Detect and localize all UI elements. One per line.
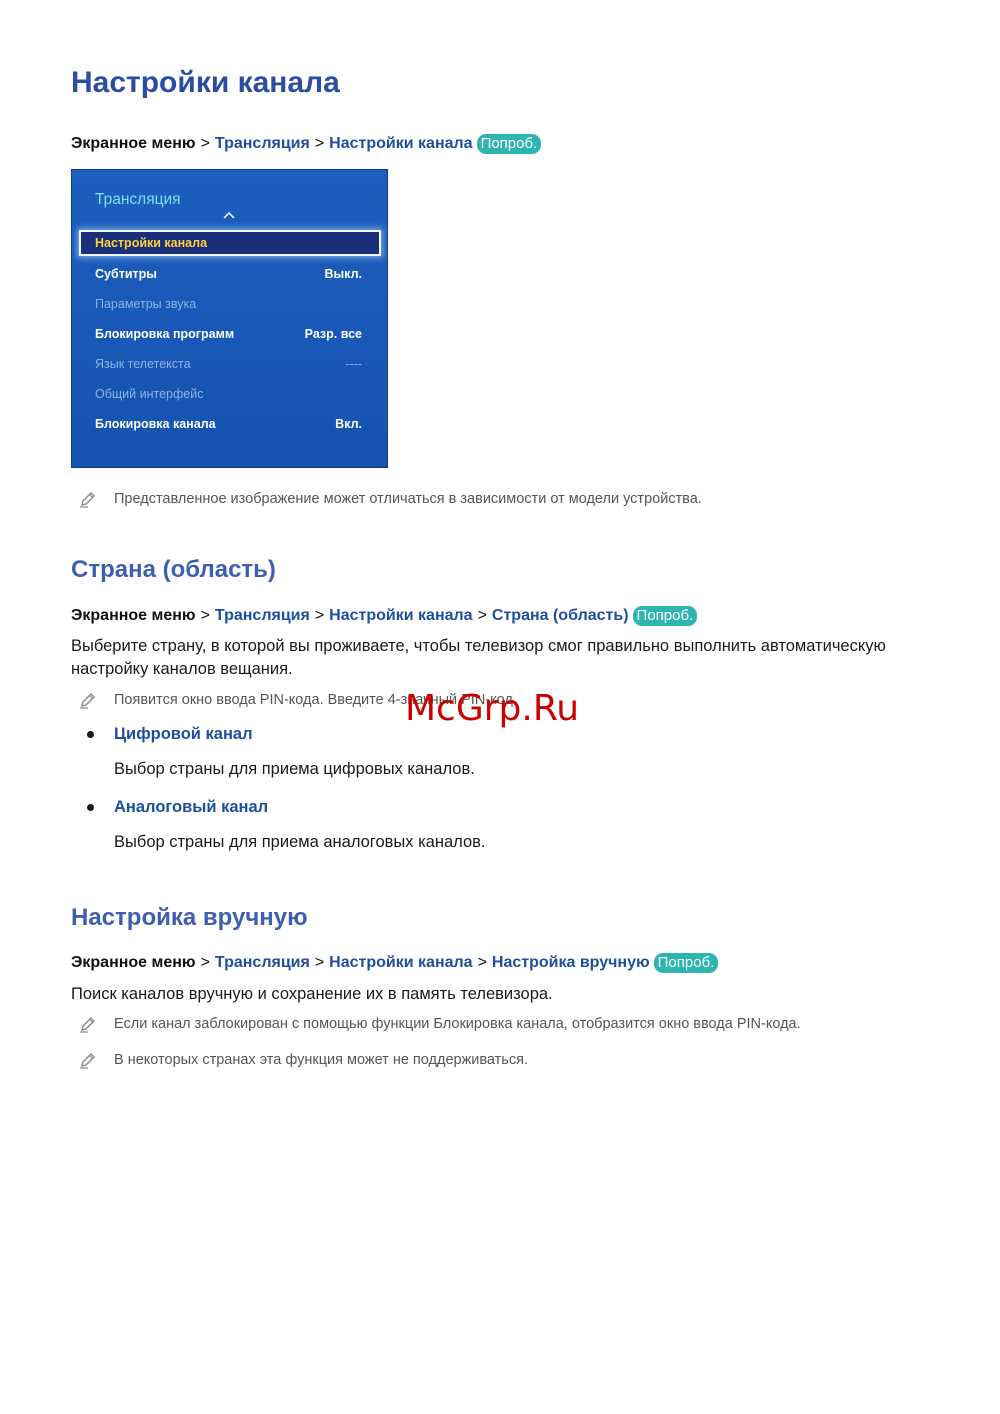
breadcrumb-link[interactable]: Настройки канала xyxy=(329,607,473,624)
bullet-title: Цифровой канал xyxy=(114,725,253,743)
section-description: Выберите страну, в которой вы проживаете, чтобы телевизор смог правильно выполнить автоматическую настройку каналов вещания. xyxy=(71,637,886,678)
bullet-icon xyxy=(87,804,94,811)
breadcrumb-item: Экранное меню xyxy=(71,954,196,971)
tv-menu-item-label: Настройки канала xyxy=(95,236,208,250)
tv-menu-item-common-interface: Общий интерфейс xyxy=(95,387,204,401)
breadcrumb: Экранное меню > Трансляция > Настройки канала Попроб. xyxy=(71,134,541,154)
note xyxy=(78,489,702,509)
note xyxy=(78,1014,801,1034)
breadcrumb-link[interactable]: Трансляция xyxy=(214,954,310,971)
tv-menu-item-channel-lock[interactable]: Блокировка канала Вкл. xyxy=(95,417,362,431)
tv-menu-item-selected[interactable] xyxy=(79,230,381,256)
breadcrumb-link[interactable]: Настройки канала xyxy=(329,135,473,152)
bullet-description: Выбор страны для приема цифровых каналов. xyxy=(114,760,475,778)
pencil-note-icon xyxy=(78,1014,98,1034)
breadcrumb: Экранное меню > Трансляция > Настройки канала > Настройка вручную Попроб. xyxy=(71,953,718,973)
watermark: McGrp.Ru xyxy=(405,688,580,729)
tv-menu-item-subtitles[interactable]: Субтитры Выкл. xyxy=(95,267,362,281)
tv-menu-title: Трансляция xyxy=(95,191,181,208)
pencil-note-icon xyxy=(78,489,98,509)
chevron-up-icon xyxy=(222,210,236,219)
breadcrumb-link[interactable]: Трансляция xyxy=(214,135,310,152)
tv-menu-item-program-lock[interactable]: Блокировка программ Разр. все xyxy=(95,327,362,341)
note xyxy=(78,1050,528,1070)
bullet-icon xyxy=(87,731,94,738)
try-now-button[interactable]: Попроб. xyxy=(633,606,698,626)
breadcrumb-item: Экранное меню xyxy=(71,607,196,624)
breadcrumb-item: Экранное меню xyxy=(71,135,196,152)
tv-menu-item-teletext-language: Язык телетекста ---- xyxy=(95,357,362,371)
breadcrumb-link[interactable]: Настройки канала xyxy=(329,954,473,971)
note-text: Если канал заблокирован с помощью функции Блокировка канала, отобразится окно ввода PIN-кода. xyxy=(114,1016,801,1032)
breadcrumb-link[interactable]: Страна (область) xyxy=(491,607,629,624)
bullet-description: Выбор страны для приема аналоговых каналов. xyxy=(114,833,486,851)
pencil-note-icon xyxy=(78,690,98,710)
pencil-note-icon xyxy=(78,1050,98,1070)
section-description: Поиск каналов вручную и сохранение их в память телевизора. xyxy=(71,985,553,1003)
note-text: Представленное изображение может отличаться в зависимости от модели устройства. xyxy=(114,491,702,507)
try-now-button[interactable]: Попроб. xyxy=(654,953,719,973)
section-title-manual-tuning: Настройка вручную xyxy=(71,904,308,931)
breadcrumb-link[interactable]: Настройка вручную xyxy=(491,954,650,971)
list-item xyxy=(87,798,268,817)
note-text: В некоторых странах эта функция может не поддерживаться. xyxy=(114,1052,528,1068)
breadcrumb-link[interactable]: Трансляция xyxy=(214,607,310,624)
tv-menu-item-sound-params: Параметры звука xyxy=(95,297,197,311)
section-title-country: Страна (область) xyxy=(71,556,276,583)
breadcrumb: Экранное меню > Трансляция > Настройки канала > Страна (область) Попроб. xyxy=(71,606,697,626)
list-item xyxy=(87,725,253,744)
tv-menu-screenshot xyxy=(71,169,388,468)
section-title-channel-settings: Настройки канала xyxy=(71,66,340,99)
try-now-button[interactable]: Попроб. xyxy=(477,134,542,154)
note-text: Появится окно ввода PIN-кода. Введите 4-значный PIN-код. xyxy=(114,692,517,708)
bullet-title: Аналоговый канал xyxy=(114,798,269,816)
